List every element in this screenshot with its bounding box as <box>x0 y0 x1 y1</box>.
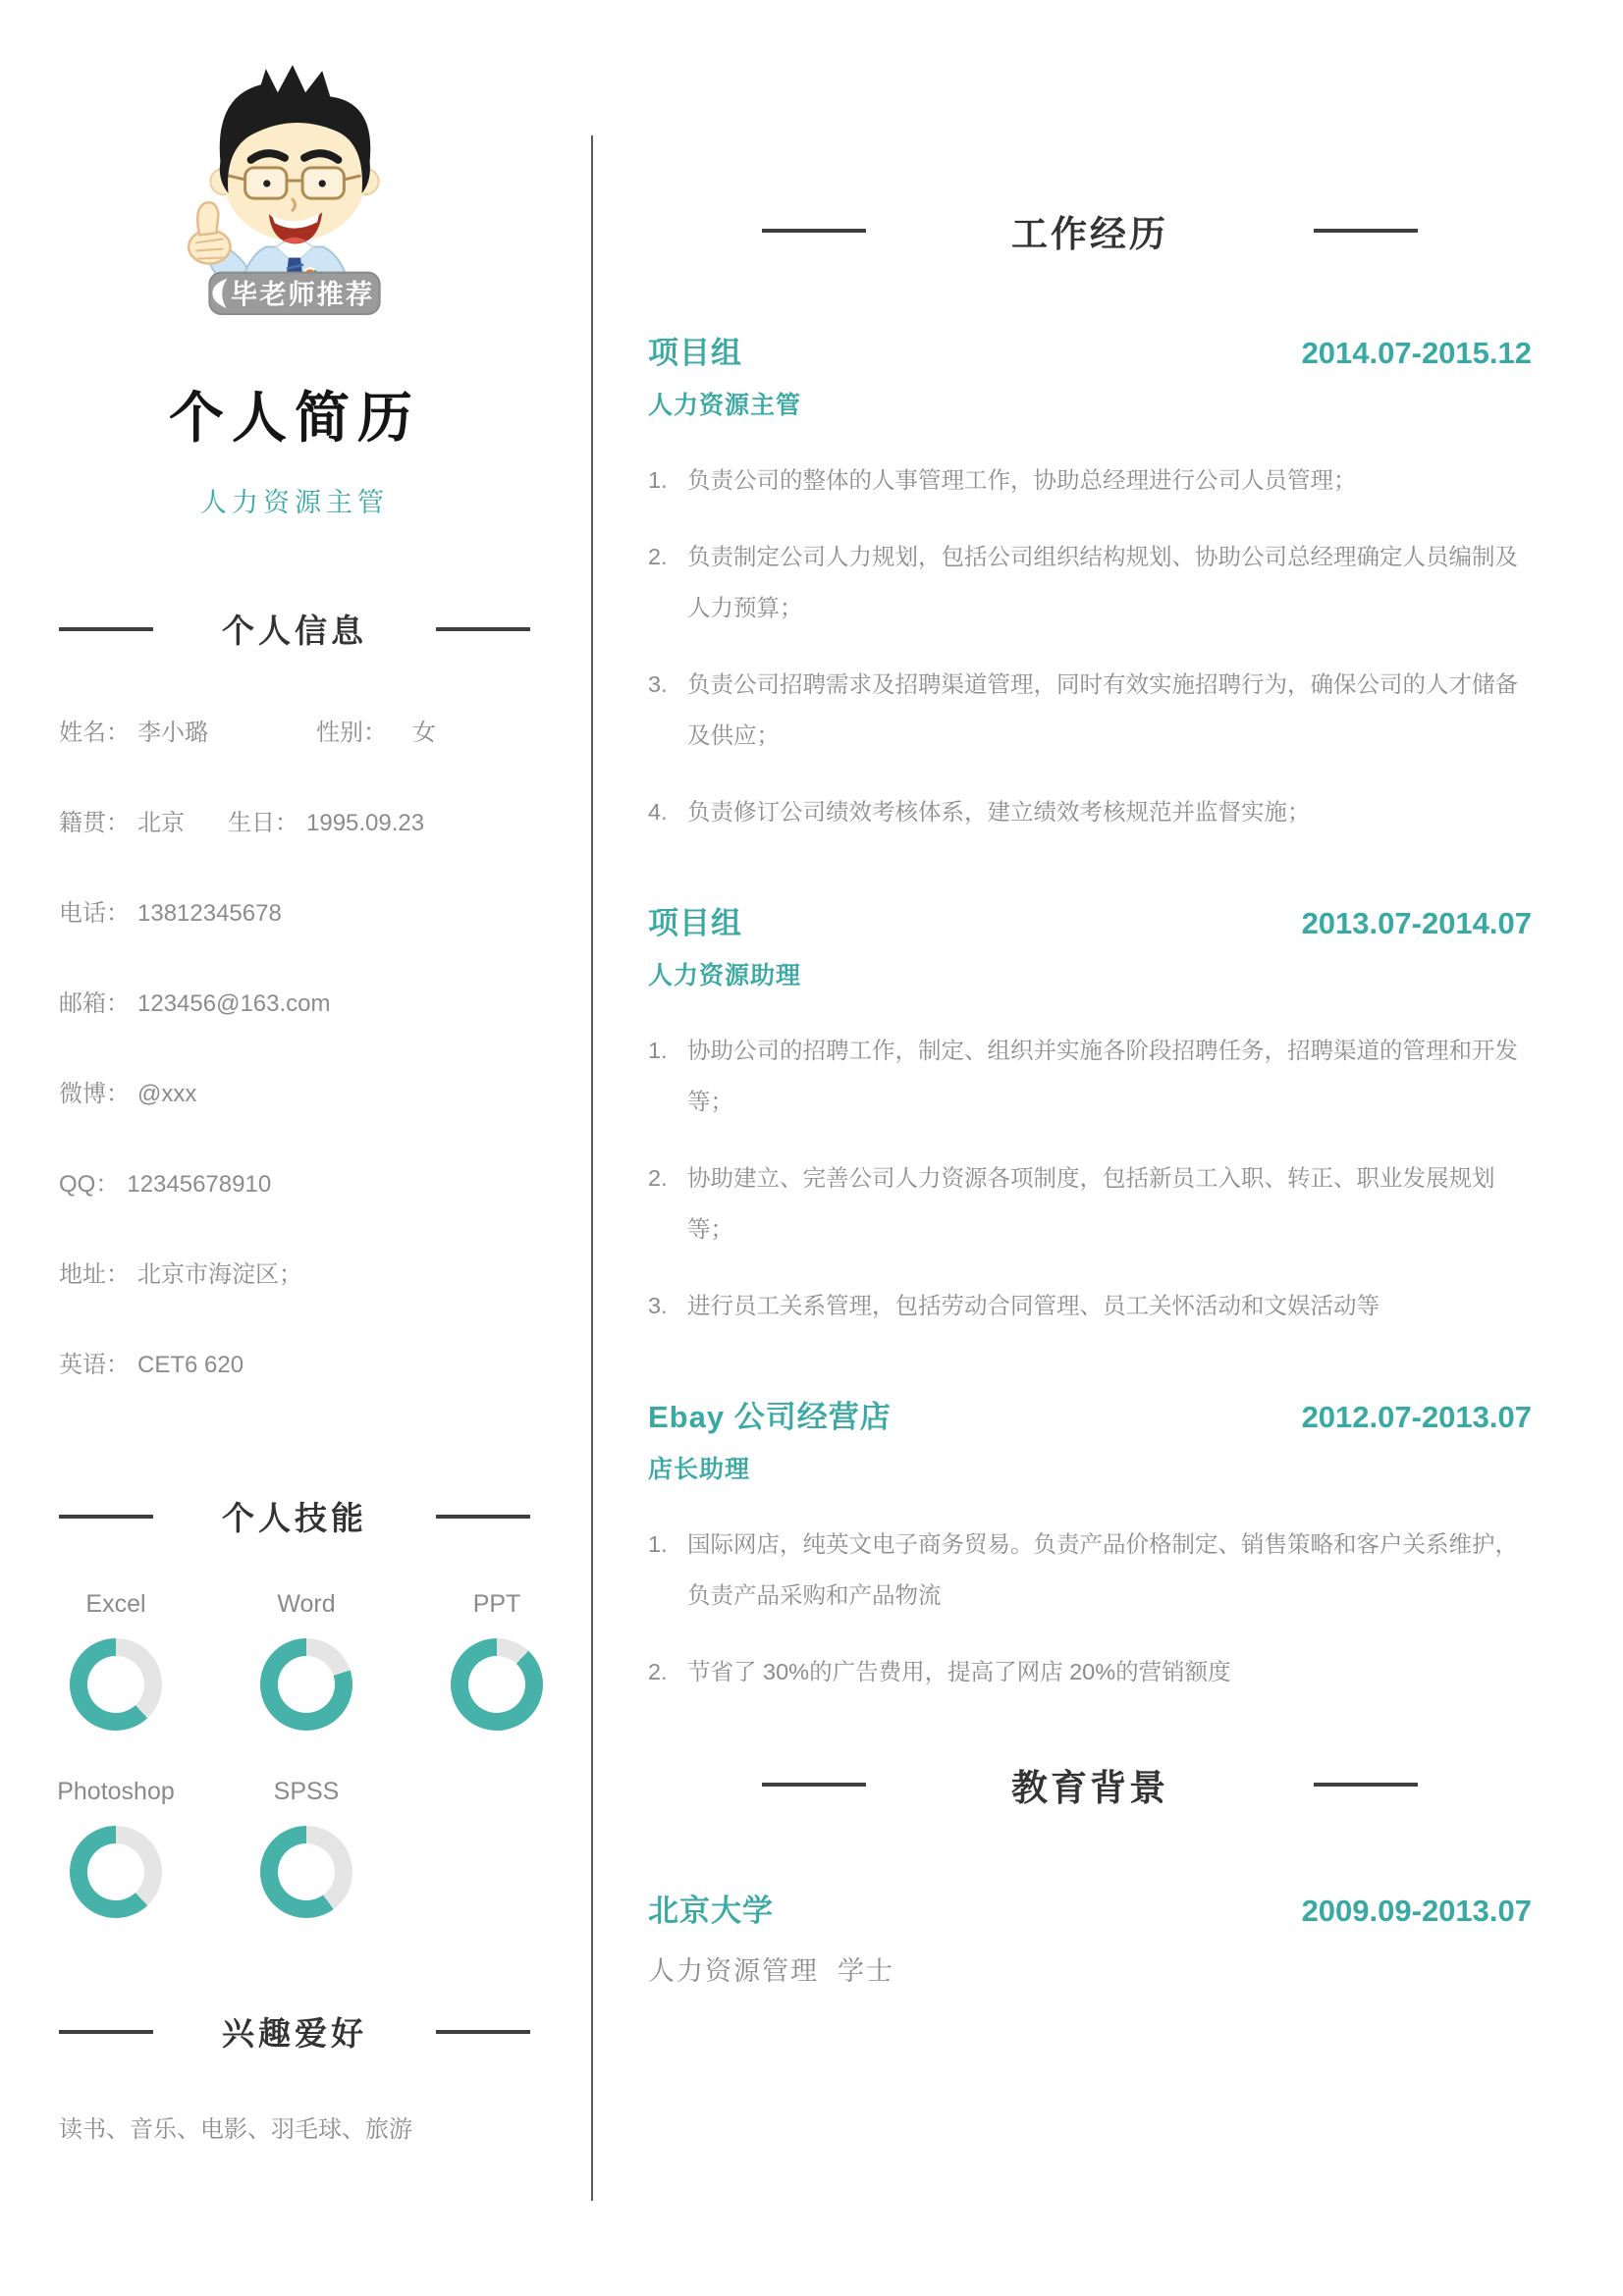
bullet-number: 1. <box>648 467 668 493</box>
hobbies-text: 读书、音乐、电影、羽毛球、旅游 <box>59 2116 412 2143</box>
info-value: 北京 <box>137 810 185 836</box>
job-bullet <box>648 1025 1532 1127</box>
info-pair <box>59 1171 271 1198</box>
donut-hole <box>278 1843 335 1900</box>
info-row <box>59 713 530 747</box>
bullet-number: 1. <box>648 1531 668 1557</box>
header-dash-left <box>762 229 866 233</box>
skill-donut-chart <box>451 1638 543 1731</box>
job-date: 2013.07-2014.07 <box>1301 906 1532 940</box>
info-value: 女 <box>412 720 436 746</box>
info-pair <box>59 990 331 1017</box>
info-pair <box>59 810 185 836</box>
job-bullet <box>648 659 1532 761</box>
job-bullets <box>648 1519 1532 1697</box>
header-dash-right <box>1314 1783 1418 1787</box>
info-label: 地址： <box>59 1261 130 1288</box>
section-title: 个人信息 <box>222 613 367 649</box>
header-dash-left <box>59 2030 153 2034</box>
job-header <box>648 898 1532 942</box>
header-dash-left <box>59 627 153 631</box>
info-value: CET6 620 <box>137 1352 244 1378</box>
job-entry <box>648 898 1532 1331</box>
skill-label: Excel <box>85 1590 146 1618</box>
skill-donut-chart <box>260 1638 352 1731</box>
bullet-number: 2. <box>648 1659 668 1684</box>
bullet-text: 负责公司的整体的人事管理工作，协助总经理进行公司人员管理； <box>687 467 1357 493</box>
job-role: 人力资源主管 <box>648 392 802 419</box>
info-label: 性别： <box>316 720 387 746</box>
info-list <box>59 713 530 1379</box>
header-dash-right <box>436 627 530 631</box>
job-organization: Ebay 公司经营店 <box>648 1400 892 1434</box>
skill-item <box>260 1778 352 1918</box>
job-date: 2012.07-2013.07 <box>1301 1400 1532 1434</box>
education-school: 北京大学 <box>648 1894 774 1928</box>
skill-item <box>451 1590 543 1731</box>
info-label: 邮箱： <box>59 990 130 1017</box>
education-entry <box>648 1886 1532 1988</box>
info-pair <box>228 810 424 836</box>
section-header-personal-info <box>59 606 530 652</box>
bullet-number: 2. <box>648 1165 668 1191</box>
header-dash-right <box>436 1515 530 1519</box>
job-organization: 项目组 <box>648 336 742 370</box>
info-value: 13812345678 <box>137 900 282 927</box>
info-row <box>59 893 530 928</box>
skill-donut-chart <box>70 1638 162 1731</box>
info-pair <box>316 720 436 746</box>
info-label: 英语： <box>59 1352 130 1378</box>
job-bullets <box>648 454 1532 837</box>
section-title: 兴趣爱好 <box>222 2015 367 2052</box>
info-row <box>59 984 530 1018</box>
info-pair <box>59 1081 196 1107</box>
info-value: 1995.09.23 <box>306 810 425 836</box>
info-value: 123456@163.com <box>137 990 331 1017</box>
bullet-text: 节省了 30%的广告费用，提高了网店 20%的营销额度 <box>687 1659 1231 1684</box>
job-bullet <box>648 1519 1532 1621</box>
job-date: 2014.07-2015.12 <box>1301 336 1532 370</box>
info-label: 微博： <box>59 1081 130 1107</box>
avatar <box>166 55 423 318</box>
donut-hole <box>87 1843 144 1900</box>
bullet-text: 负责公司招聘需求及招聘渠道管理，同时有效实施招聘行为，确保公司的人才储备及供应； <box>687 671 1518 748</box>
job-header <box>648 1392 1532 1436</box>
job-bullet <box>648 1280 1532 1331</box>
info-row <box>59 1074 530 1108</box>
info-pair <box>59 900 282 927</box>
bullet-text: 负责制定公司人力规划，包括公司组织结构规划、协助公司总经理确定人员编制及人力预算； <box>687 544 1518 620</box>
bullet-number: 2. <box>648 544 668 569</box>
jobs-list <box>648 328 1532 1697</box>
skill-label: Word <box>277 1590 336 1618</box>
section-header-education <box>648 1758 1532 1811</box>
job-bullets <box>648 1025 1532 1331</box>
education-header <box>648 1886 1532 1930</box>
header-dash-left <box>762 1783 866 1787</box>
info-pair <box>59 1261 302 1288</box>
job-bullet <box>648 1152 1532 1255</box>
skill-item <box>260 1590 352 1731</box>
info-label: 电话： <box>59 900 130 927</box>
info-row <box>59 803 530 837</box>
bullet-number: 4. <box>648 799 668 825</box>
section-title: 个人技能 <box>222 1500 367 1536</box>
job-role: 人力资源助理 <box>648 962 802 989</box>
job-entry <box>648 1392 1532 1697</box>
bullet-text: 协助公司的招聘工作，制定、组织并实施各阶段招聘任务，招聘渠道的管理和开发等； <box>687 1038 1518 1114</box>
recommend-badge <box>209 273 379 314</box>
info-label: 姓名： <box>59 720 130 746</box>
section-title: 教育背景 <box>1011 1768 1168 1808</box>
section-header-work <box>648 204 1532 257</box>
target-position: 人力资源主管 <box>200 488 389 517</box>
skill-label: Photoshop <box>57 1778 175 1805</box>
info-value: 北京市海淀区； <box>137 1261 302 1288</box>
info-label: 生日： <box>228 810 298 836</box>
skill-label: SPSS <box>273 1778 340 1805</box>
job-bullet <box>648 1646 1532 1697</box>
bullet-number: 1. <box>648 1038 668 1063</box>
bullet-text: 协助建立、完善公司人力资源各项制度，包括新员工入职、转正、职业发展规划等； <box>687 1165 1495 1242</box>
header-dash-left <box>59 1515 153 1519</box>
page-title: 个人简历 <box>169 387 420 449</box>
job-entry <box>648 328 1532 837</box>
info-row <box>59 1164 530 1199</box>
section-title: 工作经历 <box>1011 214 1168 254</box>
badge-text: 毕老师推荐 <box>231 278 375 309</box>
donut-hole <box>468 1656 525 1713</box>
info-row <box>59 1255 530 1289</box>
section-header-skills <box>59 1493 530 1539</box>
column-divider <box>591 135 593 2201</box>
info-label: QQ： <box>59 1171 120 1198</box>
job-organization: 项目组 <box>648 906 742 940</box>
job-role: 店长助理 <box>648 1456 751 1483</box>
skills-grid <box>21 1590 530 1918</box>
main-content <box>648 204 1532 1988</box>
bullet-text: 国际网店，纯英文电子商务贸易。负责产品价格制定、销售策略和客户关系维护，负责产品采购和产品物流 <box>687 1531 1518 1608</box>
info-pair <box>59 1352 243 1378</box>
job-bullet <box>648 531 1532 633</box>
info-value: 李小璐 <box>137 720 208 746</box>
section-header-hobbies <box>59 2008 530 2055</box>
face <box>210 65 378 243</box>
info-row <box>59 1345 530 1379</box>
skill-donut-chart <box>260 1826 352 1918</box>
bullet-number: 3. <box>648 1293 668 1318</box>
info-pair <box>59 720 208 746</box>
bullet-number: 3. <box>648 671 668 697</box>
education-date: 2009.09-2013.07 <box>1301 1894 1532 1928</box>
info-label: 籍贯： <box>59 810 130 836</box>
skill-item <box>70 1590 162 1731</box>
job-header <box>648 328 1532 372</box>
header-dash-right <box>1314 229 1418 233</box>
avatar-illustration <box>166 55 423 318</box>
skill-donut-chart <box>70 1826 162 1918</box>
sidebar <box>59 55 530 2144</box>
info-value: 12345678910 <box>127 1171 272 1198</box>
info-value: @xxx <box>137 1081 197 1107</box>
bullet-text: 负责修订公司绩效考核体系，建立绩效考核规范并监督实施； <box>687 799 1311 825</box>
job-bullet <box>648 454 1532 506</box>
header-dash-right <box>436 2030 530 2034</box>
job-bullet <box>648 786 1532 837</box>
donut-hole <box>278 1656 335 1713</box>
bullet-text: 进行员工关系管理，包括劳动合同管理、员工关怀活动和文娱活动等 <box>687 1293 1380 1318</box>
skill-label: PPT <box>472 1590 521 1618</box>
donut-hole <box>87 1656 144 1713</box>
skill-item <box>57 1778 175 1918</box>
education-degree: 人力资源管理 学士 <box>648 1956 895 1986</box>
